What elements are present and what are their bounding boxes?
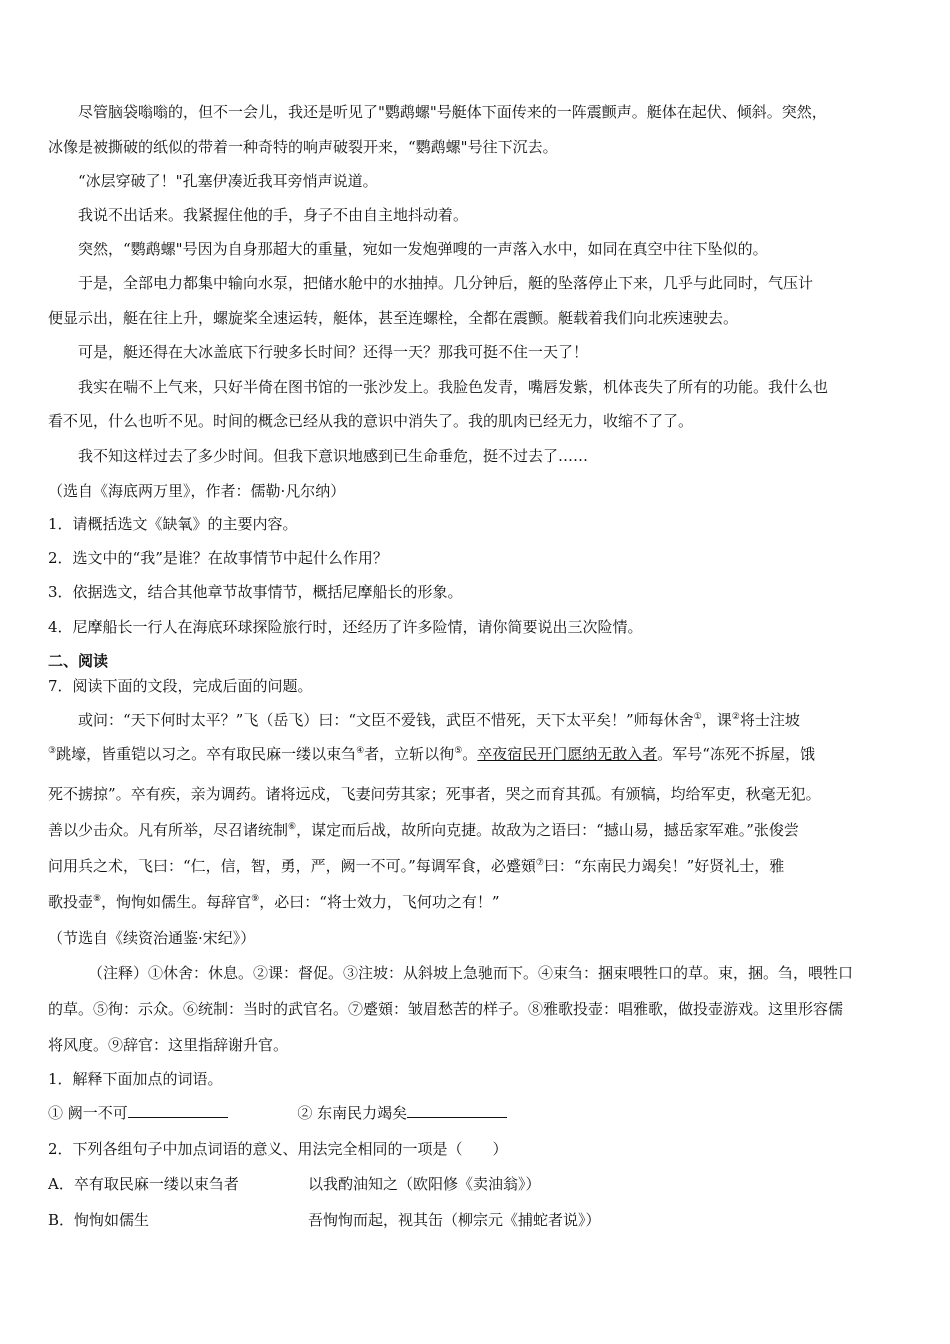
section-heading: 二、阅读 [48, 652, 109, 670]
text-line: 我说不出话来。我紧握住他的手，身子不由自主地抖动着。 [78, 206, 469, 224]
question: 4．尼摩船长一行人在海底环球探险旅行时，还经历了许多险情，请你简要说出三次险情。 [48, 618, 643, 636]
text-line: 看不见，什么也听不见。时间的概念已经从我的意识中消失了。我的肌肉已经无力，收缩不了了。 [48, 412, 694, 430]
question-item: ① 阙一不可 ② 东南民力竭矣 [48, 1103, 908, 1123]
passage-line: 问用兵之术，飞曰：“仁，信，智，勇，严，阙一不可。”每调军食，必蹙頞⑦曰：“东南民力竭矣！”好贤礼士，雅 [48, 857, 785, 875]
text-line: 突然，“鹦鹉螺"号因为自身那超大的重量，宛如一发炮弹嗖的一声落入水中，如同在真空中往下坠似的。 [78, 240, 768, 258]
question: 2．下列各组句子中加点词语的意义、用法完全相同的一项是（ ） [48, 1140, 508, 1158]
passage-line: 歌投壶⑧，恂恂如儒生。每辞官⑨，必曰：“将士效力，飞何功之有！” [48, 893, 500, 911]
underlined-sentence: 卒夜宿民开门愿纳无敢入者 [477, 745, 658, 763]
passage-line: 死不掳掠”。卒有疾，亲为调药。诸将远戍，飞妻问劳其家；死事者，哭之而育其孤。有颁犒，均给军吏，秋毫无犯。 [48, 785, 821, 803]
option-b: B．恂恂如儒生 [48, 1211, 150, 1229]
passage-line: ③跳壕，皆重铠以习之。卒有取民麻一缕以束刍④者，立斩以徇⑤。卒夜宿民开门愿纳无敢入者。军号“冻死不拆屋，饿 [48, 745, 815, 763]
text-line: 我不知这样过去了多少时间。但我下意识地感到已生命垂危，挺不过去了…… [78, 447, 589, 465]
note-line: （注释）①休舍：休息。②课：督促。③注坡：从斜坡上急驰而下。④束刍：捆束喂牲口的草。束，捆。刍，喂牲口 [88, 964, 854, 982]
answer-blank[interactable] [407, 1103, 507, 1118]
option-a: A．卒有取民麻一缕以束刍者 [48, 1175, 239, 1193]
option-b-compare: 吾恂恂而起，视其缶（柳宗元《捕蛇者说》） [308, 1211, 601, 1229]
text-line: 于是，全部电力都集中输向水泵，把储水舱中的水抽掉。几分钟后，艇的坠落停止下来，几乎与此同时，气压计 [78, 274, 814, 292]
source-citation: （选自《海底两万里》，作者：儒勒·凡尔纳） [48, 482, 346, 500]
question: 7．阅读下面的文段，完成后面的问题。 [48, 677, 313, 695]
question: 1．请概括选文《缺氧》的主要内容。 [48, 515, 298, 533]
text-line: 我实在喘不上气来，只好半倚在图书馆的一张沙发上。我脸色发青，嘴唇发紫，机体丧失了所有的功能。我什么也 [78, 378, 829, 396]
answer-blank[interactable] [128, 1103, 228, 1118]
option-a-compare: 以我酌油知之（欧阳修《卖油翁》） [308, 1175, 541, 1193]
passage-line: 或问：“天下何时太平？”飞（岳飞）曰：“文臣不爱钱，武臣不惜死，天下太平矣！”师每休舍①，课②将士注坡 [78, 711, 800, 729]
text-line: 尽管脑袋嗡嗡的，但不一会儿，我还是听见了"鹦鹉螺"号艇体下面传来的一阵震颤声。艇体在起伏、倾斜。突然， [78, 103, 827, 121]
text-line: 冰像是被撕破的纸似的带着一种奇特的响声破裂开来，“鹦鹉螺"号往下沉去。 [48, 138, 558, 156]
question: 1．解释下面加点的词语。 [48, 1070, 223, 1088]
text-line: 便显示出，艇在往上升，螺旋桨全速运转，艇体，甚至连螺栓，全都在震颤。艇载着我们向北疾速驶去。 [48, 309, 739, 327]
note-line: 的草。⑤徇：示众。⑥统制：当时的武官名。⑦蹙頞：皱眉愁苦的样子。⑧雅歌投壶：唱雅歌，做投壶游戏。这里形容儒 [48, 1000, 844, 1018]
passage-line: 善以少击众。凡有所举，尽召诸统制⑥，谋定而后战，故所向克捷。故敌为之语曰：“撼山易，撼岳家军难。”张俊尝 [48, 821, 799, 839]
note-line: 将风度。⑨辞官：这里指辞谢升官。 [48, 1036, 289, 1054]
text-line: 可是，艇还得在大冰盖底下行驶多长时间？还得一天？那我可挺不住一天了！ [78, 343, 589, 361]
question: 3．依据选文，结合其他章节故事情节，概括尼摩船长的形象。 [48, 583, 463, 601]
question: 2．选文中的“我”是谁？在故事情节中起什么作用？ [48, 549, 388, 567]
source-citation: （节选自《续资治通鉴·宋纪》） [48, 929, 256, 947]
text-line: “冰层穿破了！"孔塞伊凑近我耳旁悄声说道。 [78, 172, 378, 190]
